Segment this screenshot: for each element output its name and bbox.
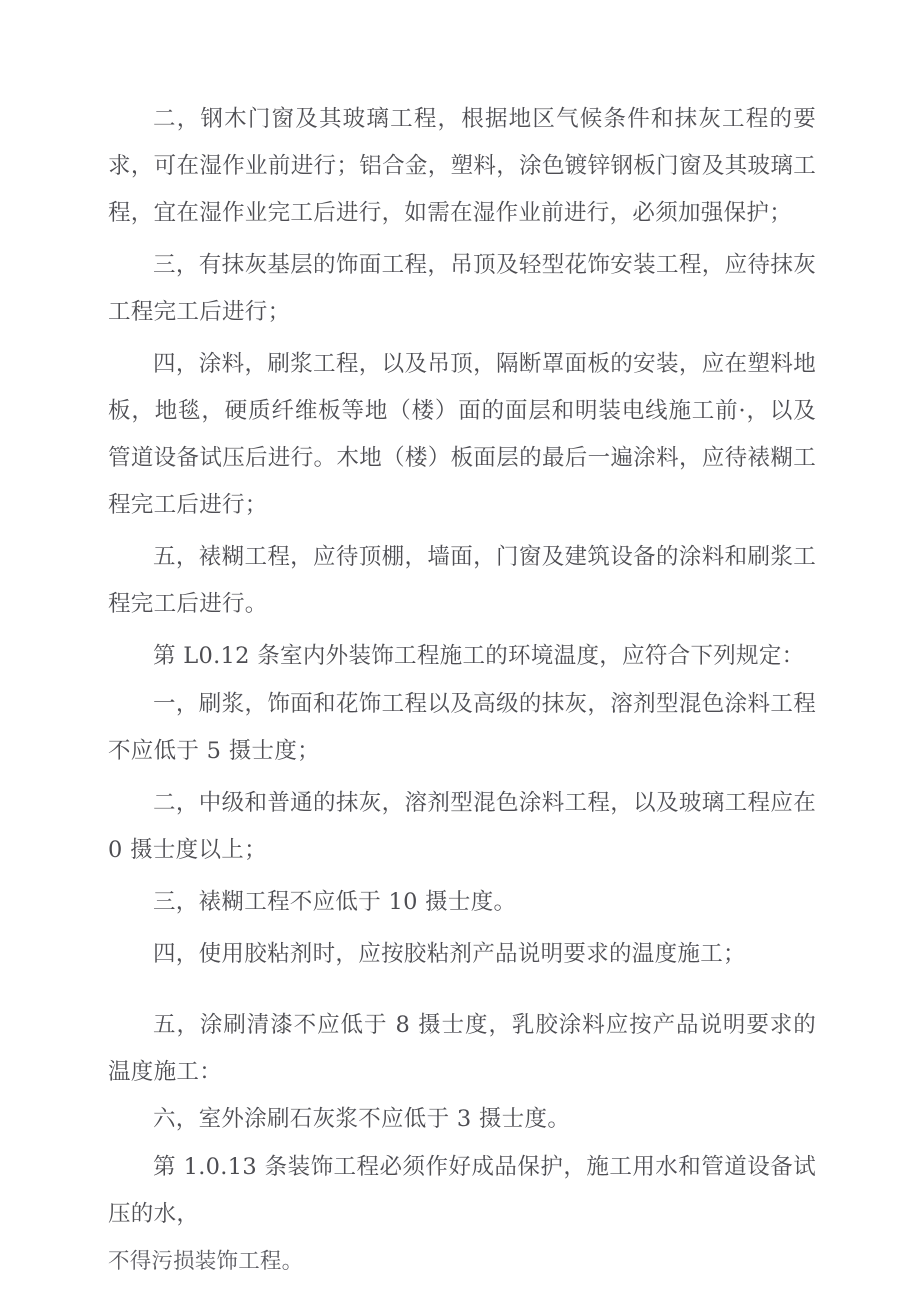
paragraph-article-1013-continued: 不得污损装饰工程。 xyxy=(108,1249,304,1274)
paragraph-temperature-5: 五，涂刷清漆不应低于 8 摄士度，乳胶涂料应按产品说明要求的温度施工： xyxy=(108,1012,816,1085)
paragraph-article-1013: 第 1.0.13 条装饰工程必须作好成品保护，施工用水和管道设备试压的水， xyxy=(108,1154,816,1227)
paragraph-article-1012: 第 L0.12 条室内外装饰工程施工的环境温度，应符合下列规定： xyxy=(153,643,805,669)
paragraph-temperature-6: 六，室外涂刷石灰浆不应低于 3 摄士度。 xyxy=(153,1106,571,1132)
paragraph-clause-2: 二，钢木门窗及其玻璃工程，根据地区气候条件和抹灰工程的要求，可在湿作业前进行；铝合金，塑料，涂色镀锌钢板门窗及其玻璃工程，宜在湿作业完工后进行，如需在湿作业前进行，必须加强保护； xyxy=(108,106,816,226)
paragraph-temperature-3: 三，裱糊工程不应低于 10 摄士度。 xyxy=(153,889,517,915)
paragraph-temperature-2: 二，中级和普通的抹灰，溶剂型混色涂料工程，以及玻璃工程应在 0 摄士度以上； xyxy=(108,790,816,863)
document-text-body xyxy=(108,96,816,1285)
paragraph-clause-3: 三，有抹灰基层的饰面工程，吊顶及轻型花饰安装工程，应待抹灰工程完工后进行； xyxy=(108,252,816,325)
paragraph-temperature-4: 四，使用胶粘剂时，应按胶粘剂产品说明要求的温度施工； xyxy=(153,941,746,967)
paragraph-clause-5: 五，裱糊工程，应待顶棚，墙面，门窗及建筑设备的涂料和刷浆工程完工后进行。 xyxy=(108,544,816,617)
paragraph-temperature-1: 一，刷浆，饰面和花饰工程以及高级的抹灰，溶剂型混色涂料工程不应低于 5 摄士度； xyxy=(108,691,816,764)
paragraph-clause-4: 四，涂料，刷浆工程，以及吊顶，隔断罩面板的安装，应在塑料地板，地毯，硬质纤维板等地（楼）面的面层和明装电线施工前·，以及管道设备试压后进行。木地（楼）板面层的最后一遍涂料，应待裱糊工程完工后进行； xyxy=(108,351,816,518)
